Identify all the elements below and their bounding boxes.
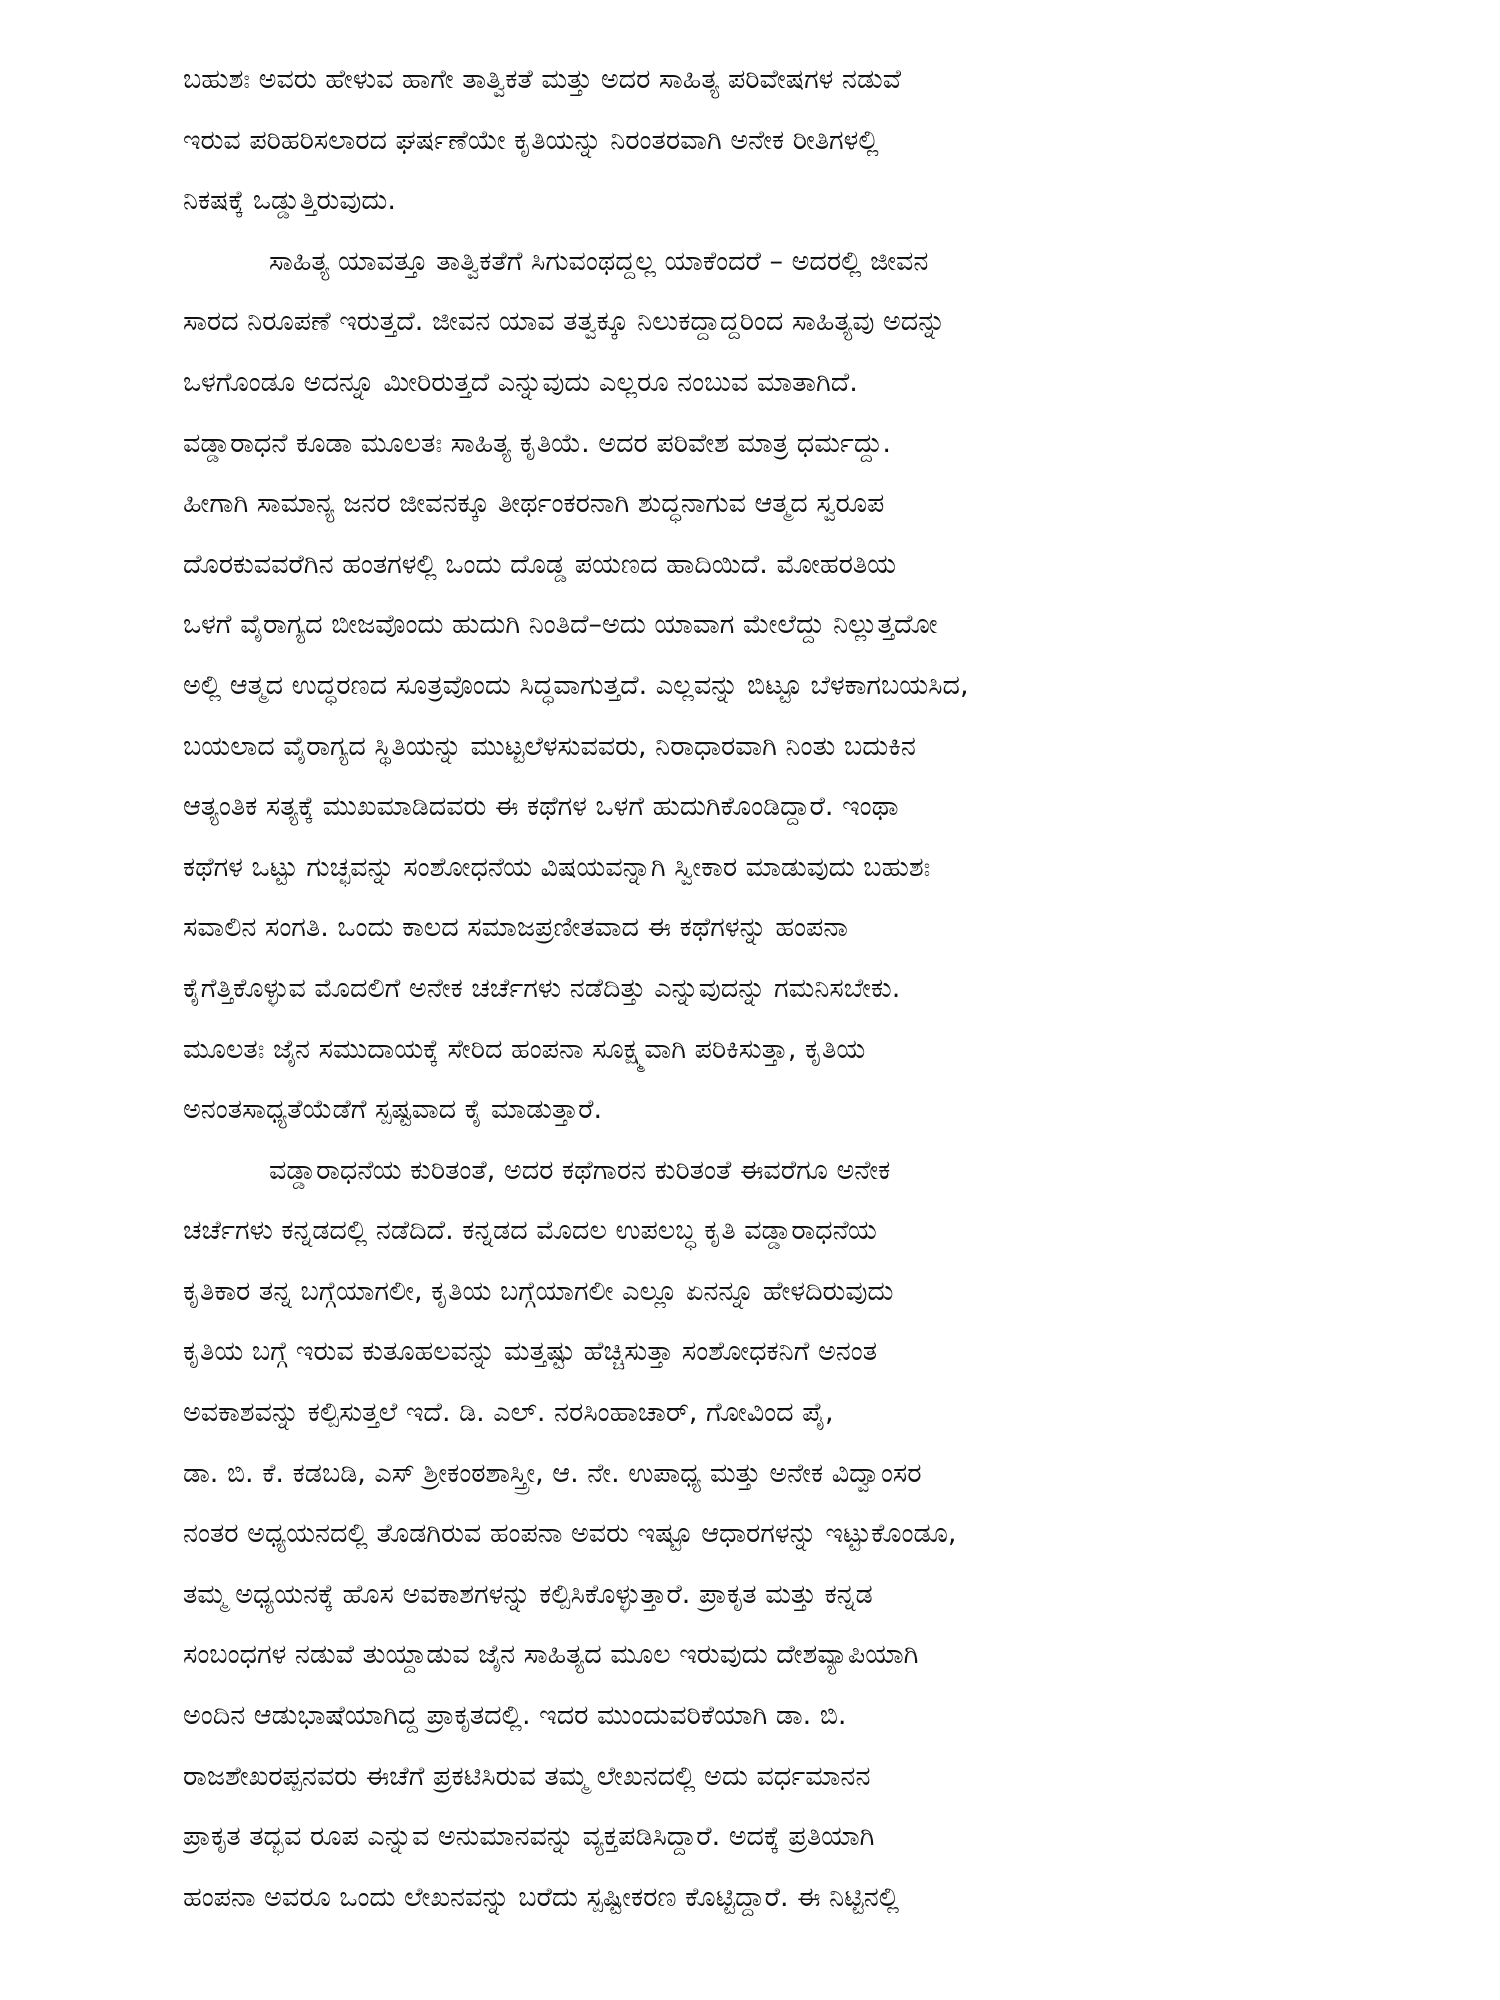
text-line: ಪ್ರಾಕೃತ ತದ್ಭವ ರೂಪ ಎನ್ನುವ ಅನುಮಾನವನ್ನು ವ್ಯಕ್ತಪಡಿಸಿದ್ದಾರೆ. ಅದಕ್ಕೆ ಪ್ರತಿಯಾಗಿ — [183, 1821, 875, 1853]
text-line: ನಿಕಷಕ್ಕೆ ಒಡ್ಡುತ್ತಿರುವುದು. — [183, 185, 396, 217]
text-line: ಚರ್ಚೆಗಳು ಕನ್ನಡದಲ್ಲಿ ನಡೆದಿದೆ. ಕನ್ನಡದ ಮೊದಲ ಉಪಲಬ್ಧ ಕೃತಿ ವಡ್ಡಾರಾಧನೆಯ — [183, 1215, 877, 1247]
text-line: ಕೃತಿಯ ಬಗ್ಗೆ ಇರುವ ಕುತೂಹಲವನ್ನು ಮತ್ತಷ್ಟು ಹೆಚ್ಚಿಸುತ್ತಾ ಸಂಶೋಧಕನಿಗೆ ಅನಂತ — [183, 1336, 878, 1368]
text-line: ದೊರಕುವವರೆಗಿನ ಹಂತಗಳಲ್ಲಿ ಒಂದು ದೊಡ್ಡ ಪಯಣದ ಹಾದಿಯಿದೆ. ಮೋಹರತಿಯ — [183, 548, 897, 580]
text-line: ಇರುವ ಪರಿಹರಿಸಲಾರದ ಘರ್ಷಣೆಯೇ ಕೃತಿಯನ್ನು ನಿರಂತರವಾಗಿ ಅನೇಕ ರೀತಿಗಳಲ್ಲಿ — [183, 124, 879, 156]
text-line: ಹೀಗಾಗಿ ಸಾಮಾನ್ಯ ಜನರ ಜೀವನಕ್ಕೂ ತೀರ್ಥಂಕರನಾಗಿ ಶುದ್ಧನಾಗುವ ಆತ್ಮದ ಸ್ವರೂಪ — [183, 488, 885, 520]
text-line: ಸವಾಲಿನ ಸಂಗತಿ. ಒಂದು ಕಾಲದ ಸಮಾಜಪ್ರಣೀತವಾದ ಈ ಕಥೆಗಳನ್ನು ಹಂಪನಾ — [183, 912, 848, 944]
text-line: ತಮ್ಮ ಅಧ್ಯಯನಕ್ಕೆ ಹೊಸ ಅವಕಾಶಗಳನ್ನು ಕಲ್ಪಿಸಿಕೊಳ್ಳುತ್ತಾರೆ. ಪ್ರಾಕೃತ ಮತ್ತು ಕನ್ನಡ — [183, 1578, 873, 1610]
text-line: ಸಂಬಂಧಗಳ ನಡುವೆ ತುಯ್ದಾಡುವ ಜೈನ ಸಾಹಿತ್ಯದ ಮೂಲ ಇರುವುದು ದೇಶವ್ಯಾಪಿಯಾಗಿ — [183, 1639, 919, 1671]
text-line: ಸಾರದ ನಿರೂಪಣೆ ಇರುತ್ತದೆ. ಜೀವನ ಯಾವ ತತ್ವಕ್ಕೂ ನಿಲುಕದ್ದಾದ್ದರಿಂದ ಸಾಹಿತ್ಯವು ಅದನ್ನು — [183, 306, 946, 338]
text-line: ವಡ್ಡಾರಾಧನೆ ಕೂಡಾ ಮೂಲತಃ ಸಾಹಿತ್ಯ ಕೃತಿಯೆ. ಅದರ ಪರಿವೇಶ ಮಾತ್ರ ಧರ್ಮದ್ದು. — [183, 427, 891, 459]
text-line: ಬಹುಶಃ ಅವರು ಹೇಳುವ ಹಾಗೇ ತಾತ್ವಿಕತೆ ಮತ್ತು ಅದರ ಸಾಹಿತ್ಯ ಪರಿವೇಷಗಳ ನಡುವೆ — [183, 64, 902, 95]
text-line: ಕೃತಿಕಾರ ತನ್ನ ಬಗ್ಗೆಯಾಗಲೀ, ಕೃತಿಯ ಬಗ್ಗೆಯಾಗಲೀ ಎಲ್ಲೂ ಏನನ್ನೂ ಹೇಳದಿರುವುದು — [183, 1275, 894, 1307]
paragraph-2 — [183, 232, 1346, 1141]
document-page — [183, 50, 1346, 1928]
paragraph-1 — [183, 50, 1346, 232]
paragraph-3 — [183, 1141, 1346, 1929]
text-line: ಸಾಹಿತ್ಯ ಯಾವತ್ತೂ ತಾತ್ವಿಕತೆಗೆ ಸಿಗುವಂಥದ್ದಲ್ಲ ಯಾಕೆಂದರೆ – ಅದರಲ್ಲಿ ಜೀವನ — [269, 245, 929, 277]
text-line: ಕಥೆಗಳ ಒಟ್ಟು ಗುಚ್ಛವನ್ನು ಸಂಶೋಧನೆಯ ವಿಷಯವನ್ನಾಗಿ ಸ್ವೀಕಾರ ಮಾಡುವುದು ಬಹುಶಃ — [183, 851, 931, 883]
text-line: ಅಲ್ಲಿ ಆತ್ಮದ ಉದ್ಧರಣದ ಸೂತ್ರವೊಂದು ಸಿದ್ಧವಾಗುತ್ತದೆ. ಎಲ್ಲವನ್ನು ಬಿಟ್ಟೂ ಬೆಳಕಾಗಬಯಸಿದ, — [183, 669, 969, 701]
text-line: ನಂತರ ಅಧ್ಯಯನದಲ್ಲಿ ತೊಡಗಿರುವ ಹಂಪನಾ ಅವರು ಇಷ್ಟೂ ಆಧಾರಗಳನ್ನು ಇಟ್ಟುಕೊಂಡೂ, — [183, 1518, 957, 1550]
text-line: ಡಾ. ಬಿ. ಕೆ. ಕಡಬಡಿ, ಎಸ್ ಶ್ರೀಕಂಠಶಾಸ್ತ್ರೀ, ಆ. ನೇ. ಉಪಾಧ್ಯ ಮತ್ತು ಅನೇಕ ವಿದ್ವಾಂಸರ — [183, 1457, 922, 1489]
text-line: ರಾಜಶೇಖರಪ್ಪನವರು ಈಚೆಗೆ ಪ್ರಕಟಿಸಿರುವ ತಮ್ಮ ಲೇಖನದಲ್ಲಿ ಅದು ವರ್ಧಮಾನನ — [183, 1760, 871, 1792]
text-line: ಬಯಲಾದ ವೈರಾಗ್ಯದ ಸ್ಥಿತಿಯನ್ನು ಮುಟ್ಟಲೆಳಸುವವರು, ನಿರಾಧಾರವಾಗಿ ನಿಂತು ಬದುಕಿನ — [183, 730, 916, 762]
text-line: ಅನಂತಸಾಧ್ಯತೆಯೆಡೆಗೆ ಸ್ಪಷ್ಟವಾದ ಕೈ ಮಾಡುತ್ತಾರೆ. — [183, 1094, 603, 1126]
text-line: ಒಳಗೊಂಡೂ ಅದನ್ನೂ ಮೀರಿರುತ್ತದೆ ಎನ್ನುವುದು ಎಲ್ಲರೂ ನಂಬುವ ಮಾತಾಗಿದೆ. — [183, 366, 858, 398]
text-line: ಹಂಪನಾ ಅವರೂ ಒಂದು ಲೇಖನವನ್ನು ಬರೆದು ಸ್ಪಷ್ಟೀಕರಣ ಕೊಟ್ಟಿದ್ದಾರೆ. ಈ ನಿಟ್ಟಿನಲ್ಲಿ — [183, 1881, 900, 1913]
text-line: ಅವಕಾಶವನ್ನು ಕಲ್ಪಿಸುತ್ತಲೆ ಇದೆ. ಡಿ. ಎಲ್. ನರಸಿಂಹಾಚಾರ್, ಗೋವಿಂದ ಪೈ, — [183, 1397, 834, 1429]
text-line: ಆತ್ಯಂತಿಕ ಸತ್ಯಕ್ಕೆ ಮುಖಮಾಡಿದವರು ಈ ಕಥೆಗಳ ಒಳಗೆ ಹುದುಗಿಕೊಂಡಿದ್ದಾರೆ. ಇಂಥಾ — [183, 791, 899, 823]
text-line: ಮೂಲತಃ ಜೈನ ಸಮುದಾಯಕ್ಕೆ ಸೇರಿದ ಹಂಪನಾ ಸೂಕ್ಷ್ಮವಾಗಿ ಪರಿಕಿಸುತ್ತಾ, ಕೃತಿಯ — [183, 1033, 866, 1065]
text-line: ಅಂದಿನ ಆಡುಭಾಷೆಯಾಗಿದ್ದ ಪ್ರಾಕೃತದಲ್ಲಿ. ಇದರ ಮುಂದುವರಿಕೆಯಾಗಿ ಡಾ. ಬಿ. — [183, 1700, 847, 1732]
text-line: ಒಳಗೆ ವೈರಾಗ್ಯದ ಬೀಜವೊಂದು ಹುದುಗಿ ನಿಂತಿದೆ–ಅದು ಯಾವಾಗ ಮೇಲೆದ್ದು ನಿಲ್ಲುತ್ತದೋ — [183, 609, 938, 641]
text-line: ಕೈಗೆತ್ತಿಕೊಳ್ಳುವ ಮೊದಲಿಗೆ ಅನೇಕ ಚರ್ಚೆಗಳು ನಡೆದಿತ್ತು ಎನ್ನುವುದನ್ನು ಗಮನಿಸಬೇಕು. — [183, 972, 901, 1004]
text-line: ವಡ್ಡಾರಾಧನೆಯ ಕುರಿತಂತೆ, ಅದರ ಕಥೆಗಾರನ ಕುರಿತಂತೆ ಈವರೆಗೂ ಅನೇಕ — [269, 1154, 891, 1186]
